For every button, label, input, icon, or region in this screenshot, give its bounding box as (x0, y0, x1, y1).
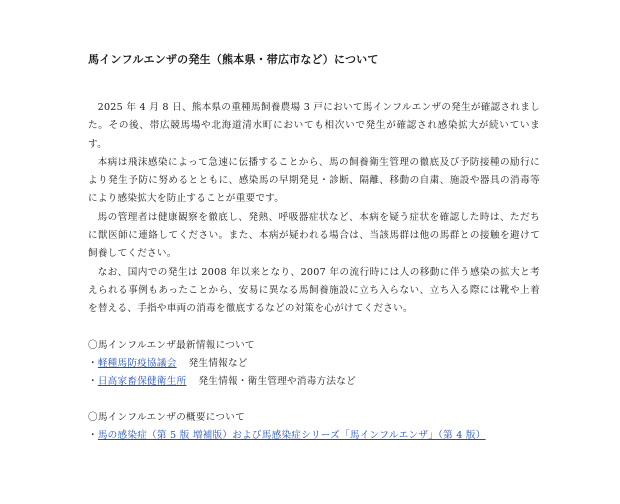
section-heading-latest: 〇馬インフルエンザ最新情報について (88, 339, 255, 351)
body-text (88, 99, 540, 319)
link-description: 発生情報・衛生管理や消毒方法など (198, 375, 356, 387)
bullet: ・ (88, 375, 98, 387)
bullet: ・ (88, 429, 98, 441)
list-item (88, 355, 540, 373)
list-item (88, 427, 540, 445)
paragraph-manager-guidance: 馬の管理者は健康観察を徹底し、発熱、呼吸器症状など、本病を疑う症状を確認した時は、ただちに獣医師に連絡してください。また、本病が疑われる場合は、当該馬群は他の馬群との接触を避けて飼養してください。 (88, 211, 540, 260)
page-title: 馬インフルエンザの発生（熊本県・帯広市など）について (88, 53, 379, 66)
link-keishuba-boeki[interactable]: 軽種馬防疫協議会 (97, 357, 177, 369)
section-overview (88, 409, 540, 445)
link-hidaka-kachiku[interactable]: 日高家畜保健衛生所 (97, 375, 187, 387)
link-horse-infectious-disease[interactable]: 馬の感染症（第 5 版 増補版）および馬感染症シリーズ「馬インフルエンザ」（第 4 版） (97, 429, 486, 441)
link-description: 発生情報など (188, 357, 248, 369)
document (88, 52, 540, 445)
list-item (88, 373, 540, 391)
paragraph-prevention: 本病は飛沫感染によって急速に伝播することから、馬の飼養衛生管理の徹底及び予防接種の励行により発生予防に努めるとともに、感染馬の早期発見・診断、隔離、移動の自粛、施設や器具の消毒等により感染拡大を防止することが重要です。 (88, 156, 540, 205)
section-heading-overview: 〇馬インフルエンザの概要について (88, 411, 245, 423)
bullet: ・ (88, 357, 98, 369)
section-latest-info (88, 337, 540, 391)
paragraph-outbreak: 2025 年 4 月 8 日、熊本県の重種馬飼養農場 3 戸において馬インフルエンザの発生が確認されました。その後、帯広競馬場や北海道清水町においても相次いで発生が確認され感染拡大が続いています。 (88, 102, 540, 150)
paragraph-history: なお、国内での発生は 2008 年以来となり、2007 年の流行時には人の移動に伴う感染の拡大と考えられる事例もあったことから、安易に異なる馬飼養施設に立ち入らない、立ち入る際には靴や上着を替える、手指や車両の消毒を徹底するなどの対策を心がけてください。 (88, 266, 540, 315)
